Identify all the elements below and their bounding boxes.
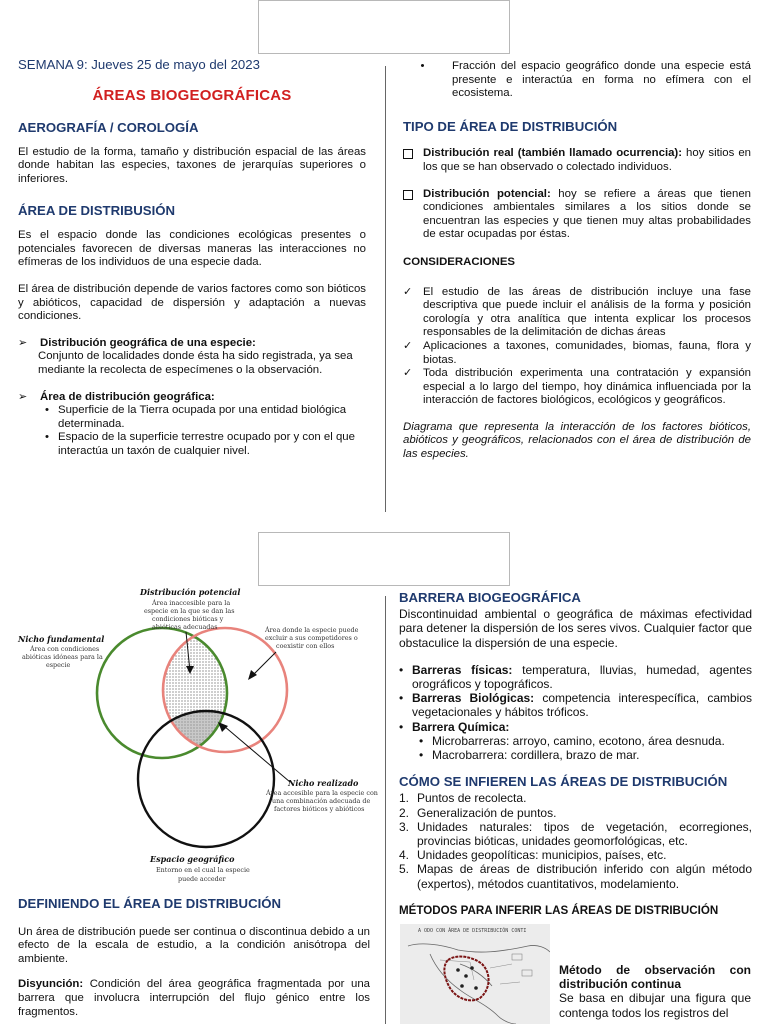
- list-number: 2.: [399, 805, 410, 820]
- consideraciones-heading: CONSIDERACIONES: [403, 255, 516, 268]
- record-point: [456, 968, 460, 972]
- venn-nicho-realizado-title: Nicho realizado: [288, 778, 359, 788]
- page-title: ÁREAS BIOGEOGRÁFICAS: [92, 86, 292, 104]
- page2-left-column: [18, 897, 370, 1019]
- bullet-icon: •: [399, 719, 404, 734]
- check-icon: ✓: [403, 285, 413, 298]
- tipo-area-heading: TIPO DE ÁREA DE DISTRIBUCIÓN: [403, 118, 618, 134]
- distribucion-real-text: Distribución real (también llamado ocurrencia): hoy sitios en los que se han observado o colectado individuos.: [423, 147, 751, 173]
- area-distribucion-geografica-list: [18, 404, 366, 458]
- venn-espacio-text: Entorno en el cual la especie puede acceder: [156, 866, 250, 883]
- header-image-placeholder-top: [258, 0, 510, 54]
- distribucion-real-item: [403, 147, 751, 174]
- list-item: • Espacio de la superficie terrestre ocupado por y con el que interactúa un taxón de cualquier nivel.: [36, 431, 366, 458]
- column-divider-bottom: [385, 596, 386, 1024]
- map-sketch: [400, 924, 550, 1024]
- distribucion-potencial-text: Distribución potencial: hoy se refiere a áreas que tienen condiciones ambientales similares a los sitios donde se encuentran las especies y que tienen muy altas probabilidades de estar ocupadas por éstas.: [423, 187, 752, 241]
- check-icon: ✓: [403, 367, 413, 380]
- list-item: • Microbarreras: arroyo, camino, ecotono, área desnuda.: [419, 733, 725, 748]
- arrowhead-icon: [218, 722, 228, 732]
- venn-nicho-fundamental-title: Nicho fundamental: [18, 634, 105, 644]
- area-distribucion-text-1: Es el espacio donde las condiciones ecológicas presentes o potenciales favorecen de diversas maneras las interacciones no efímeras de los individuos de una especie dada.: [18, 229, 366, 269]
- venn-nicho-fundamental-text: Área con condiciones abióticas idóneas para la especie: [22, 645, 103, 669]
- column-divider-top: [385, 66, 386, 512]
- aerografia-text: El estudio de la forma, tamaño y distribución espacial de las áreas donde habitan las especies, taxones de jerarquías superiores o inferiores.: [18, 145, 366, 185]
- record-point: [464, 974, 468, 978]
- header-image-placeholder-middle: [258, 532, 510, 586]
- venn-diagram: [10, 586, 380, 892]
- record-point: [460, 984, 464, 988]
- list-item: 3. Unidades naturales: tipos de vegetación, ecorregiones, provincias bióticas, unidades geomorfológicas, etc.: [399, 819, 752, 849]
- area-distribucion-heading: ÁREA DE DISTRIBUSIÓN: [18, 202, 176, 218]
- list-item: • Barrera Química:: [399, 719, 510, 734]
- bullet-icon: •: [420, 60, 425, 72]
- consideracion-item: ✓ El estudio de las áreas de distribución incluye una fase descriptiva que puede incluir el análisis de la forma y posición corología y otra analítica que intenta explicar los procesos responsables de la delimitación de dichas áreas: [403, 285, 751, 339]
- metodo-title: Método de observación con distribución continua: [559, 963, 751, 992]
- bullet-icon: •: [419, 748, 424, 763]
- venn-potencial-text: Área inaccesible para la especie en la que se dan las condiciones bióticas y abióticas adecuadas: [144, 599, 235, 631]
- area-distribucion-geografica-title: Área de distribución geográfica:: [40, 390, 215, 403]
- distribucion-geografica-item: [18, 337, 366, 351]
- record-point: [470, 966, 474, 970]
- distribucion-potencial-item: [403, 188, 751, 242]
- bullet-icon: •: [399, 691, 404, 706]
- bullet-icon: •: [399, 662, 404, 677]
- date-line: SEMANA 9: Jueves 25 de mayo del 2023: [18, 57, 260, 72]
- metodo-text: Se basa en dibujar una figura que contenga todos los registros del: [559, 991, 751, 1020]
- metodo-observacion-block: [559, 963, 751, 1020]
- list-item: 5. Mapas de áreas de distribución inferido con algún método (expertos), métodos cuantitativos, modelamiento.: [399, 862, 752, 891]
- venn-potencial-title: Distribución potencial: [140, 587, 241, 597]
- distribucion-geografica-text: Conjunto de localidades donde ésta ha sido registrada, ya sea mediante la recolecta de especímenes o la observación.: [38, 350, 353, 376]
- checkbox-square-icon: [403, 149, 413, 159]
- list-item: • Superficie de la Tierra ocupada por una entidad biológica determinada.: [36, 404, 366, 431]
- distribucion-geografica-title: Distribución geográfica de una especie:: [40, 336, 256, 349]
- arrowhead-icon: [248, 670, 257, 680]
- metodos-heading: MÉTODOS PARA INFERIR LAS ÁREAS DE DISTRIBUCIÓN: [399, 903, 719, 917]
- list-number: 3.: [399, 819, 410, 834]
- list-item: 1. Puntos de recolecta.: [399, 791, 527, 806]
- definiendo-heading: DEFINIENDO EL ÁREA DE DISTRIBUCIÓN: [18, 896, 282, 911]
- consideracion-item: ✓ Toda distribución experimenta una contratación y expansión especial a lo largo del tiempo, hoy dinámica influenciada por la interacción de factores biológicos, ecológicos y geográficos.: [403, 367, 751, 407]
- disyuncion-text: Disyunción: Condición del área geográfica fragmentada por una barrera que involucra interrupción del flujo génico entre los fragmentos.: [18, 978, 370, 1018]
- map-caption: A ODO CON ÁREA DE DISTRIBUCIÓN CONTI: [418, 928, 527, 934]
- checkbox-square-icon: [403, 190, 413, 200]
- venn-competidores-text: Área donde la especie puede excluir a sus competidores o coexistir con ellos: [265, 626, 359, 650]
- page2-right-column: [399, 591, 752, 918]
- list-item: • Macrobarrera: cordillera, brazo de mar.: [419, 748, 640, 763]
- list-item: • Barreras Biológicas: competencia interespecífica, cambios vegetacionales y hábitos tróficos.: [399, 691, 752, 720]
- fraccion-list: [403, 60, 751, 101]
- area-distribucion-geografica-item: [18, 391, 366, 405]
- page1-left-column: [18, 58, 366, 458]
- list-number: 5.: [399, 862, 410, 877]
- check-icon: ✓: [403, 339, 413, 352]
- list-number: 1.: [399, 791, 410, 806]
- infieren-heading: CÓMO SE INFIEREN LAS ÁREAS DE DISTRIBUCIÓN: [399, 774, 728, 790]
- list-item: • Barreras físicas: temperatura, lluvias, humedad, agentes orográficos y topográficos.: [399, 662, 753, 692]
- list-item: 4. Unidades geopolíticas: municipios, países, etc.: [399, 848, 667, 863]
- venn-nicho-realizado-text: Área accesible para la especie con una combinación adecuada de factores bióticos y abióticos: [266, 789, 378, 813]
- list-item: • Fracción del espacio geográfico donde una especie está presente e interactúa en forma no efímera con el ecosistema.: [403, 60, 751, 101]
- bullet-icon: •: [45, 431, 49, 444]
- barrera-heading: BARRERA BIOGEOGRÁFICA: [399, 590, 581, 605]
- arrow-bullet-icon: ➢: [18, 336, 28, 349]
- page1-right-column: [403, 60, 751, 462]
- infieren-list: [399, 791, 752, 890]
- sub-barreras-list: [399, 734, 752, 762]
- diagram-caption: Diagrama que representa la interacción de los factores bióticos, abióticos y geográficos, relacionados con el área de distribución de las especies.: [403, 420, 751, 461]
- area-distribucion-text-2: El área de distribución depende de varios factores como son bióticos y abióticos, capacidad de dispersión y adaptación a nuevas condiciones.: [18, 282, 366, 323]
- competidores-arrow-line: [252, 652, 276, 676]
- arrow-bullet-icon: ➢: [18, 390, 28, 403]
- bullet-icon: •: [45, 404, 49, 417]
- consideracion-item: ✓ Aplicaciones a taxones, comunidades, biomas, fauna, flora y biotas.: [403, 339, 751, 366]
- list-number: 4.: [399, 848, 410, 863]
- list-item: 2. Generalización de puntos.: [399, 805, 557, 820]
- venn-espacio-title: Espacio geográfico: [150, 854, 235, 864]
- barreras-list: [399, 663, 752, 734]
- aerografia-heading: AEROGRAFÍA / COROLOGÍA: [18, 120, 199, 136]
- record-point: [474, 986, 478, 990]
- bullet-icon: •: [419, 733, 424, 748]
- barrera-text: Discontinuidad ambiental o geográfica de máximas efectividad para detener la dispersión de los seres vivos. Cualquier factor que obstaculice la dispersión de una especie.: [399, 607, 752, 650]
- definiendo-text: Un área de distribución puede ser continua o discontinua debido a un efecto de la escala de estudio, a la condición anisótropa del ambiente.: [18, 925, 370, 965]
- distribution-map-image: [400, 924, 550, 1024]
